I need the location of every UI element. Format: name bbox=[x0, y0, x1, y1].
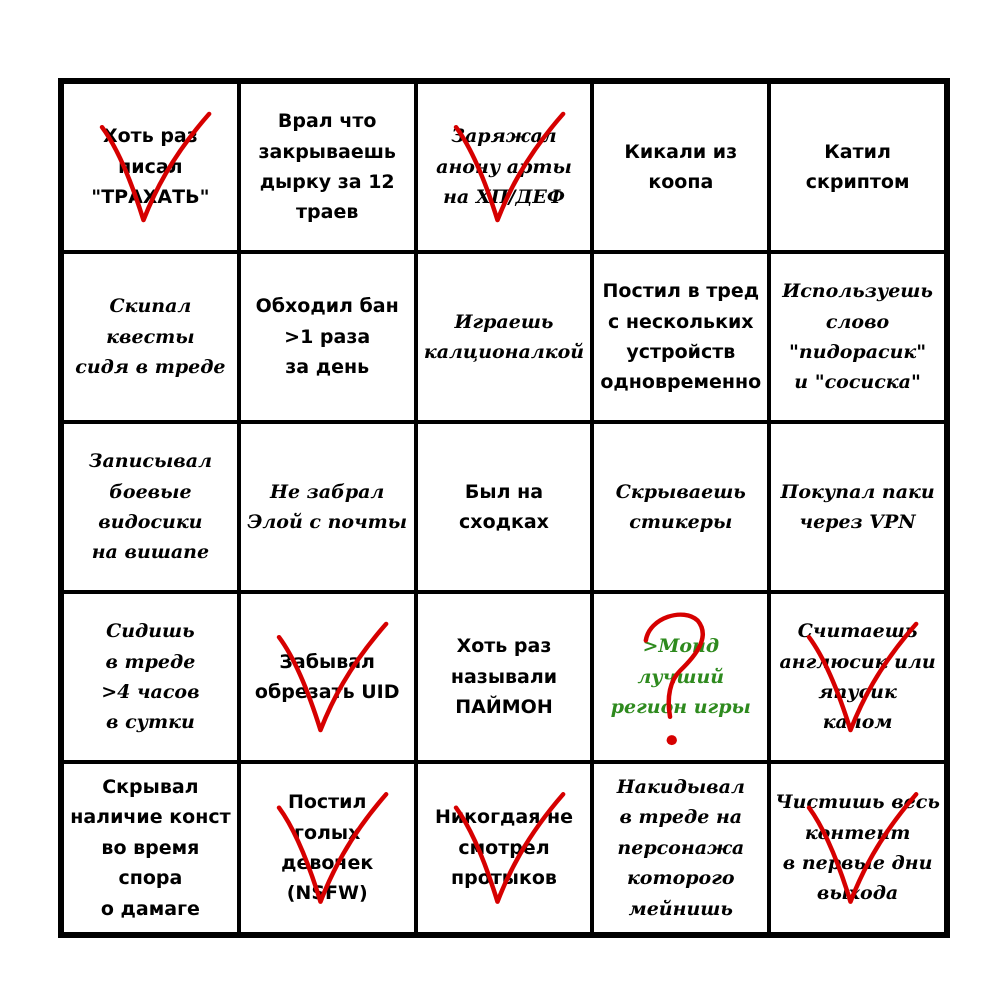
bingo-cell bbox=[239, 422, 416, 592]
bingo-cell-text: Записывал боевые видосики на вишапе bbox=[88, 450, 213, 564]
bingo-cell bbox=[416, 592, 593, 762]
bingo-cell-text: Катил скриптом bbox=[805, 140, 910, 193]
bingo-cell bbox=[416, 762, 593, 934]
bingo-cell bbox=[769, 762, 946, 934]
bingo-cell bbox=[592, 82, 769, 252]
bingo-cell-text: Скрывал наличие конст во время спора о дамаге bbox=[70, 776, 231, 920]
bingo-cell-text: Врал что закрываешь дырку за 12 траев bbox=[258, 110, 396, 224]
bingo-cell bbox=[62, 82, 239, 252]
bingo-cell-text: Постил в тред с нескольких устройств одновременно bbox=[600, 280, 762, 394]
bingo-cell bbox=[239, 82, 416, 252]
bingo-cell bbox=[769, 592, 946, 762]
bingo-cell bbox=[769, 252, 946, 422]
bingo-board bbox=[58, 78, 950, 938]
bingo-cell bbox=[769, 422, 946, 592]
bingo-cell bbox=[62, 762, 239, 934]
bingo-cell-text: >Монд лучший регион игры bbox=[610, 635, 751, 719]
bingo-cell-text: Используешь слово "пидорасик" и "сосиска" bbox=[782, 280, 933, 394]
bingo-cell-text: Сидишь в треде >4 часов в сутки bbox=[101, 620, 200, 734]
bingo-cell bbox=[592, 762, 769, 934]
bingo-cell-text: Не забрал Элой с почты bbox=[247, 480, 408, 534]
bingo-cell-text: Был на сходках bbox=[459, 480, 549, 534]
bingo-cell-text: Хоть раз называли ПАЙМОН bbox=[450, 635, 558, 719]
bingo-cell-text: Хоть раз писал "ТРАХАТЬ" bbox=[91, 125, 210, 209]
bingo-cell-text: Кикали из коопа bbox=[624, 140, 738, 193]
bingo-cell-text: Считаешь англюсик или япусик калом bbox=[779, 620, 936, 734]
bingo-cell bbox=[416, 82, 593, 252]
bingo-cell bbox=[239, 762, 416, 934]
bingo-cell bbox=[62, 422, 239, 592]
bingo-cell-text: Скрываешь стикеры bbox=[615, 480, 746, 534]
bingo-cell-text: Заряжал анону арты на ХП/ДЕФ bbox=[436, 125, 572, 209]
bingo-cell bbox=[239, 252, 416, 422]
bingo-cell bbox=[62, 592, 239, 762]
bingo-cell bbox=[592, 592, 769, 762]
bingo-cell bbox=[769, 82, 946, 252]
bingo-cell-text: Играешь калционалкой bbox=[423, 310, 585, 363]
bingo-cell bbox=[416, 252, 593, 422]
bingo-cell-text: Забывал обрезать UID bbox=[254, 650, 400, 704]
bingo-cell-text: Покупал паки через VPN bbox=[780, 480, 935, 534]
bingo-cell bbox=[416, 422, 593, 592]
bingo-cell bbox=[592, 252, 769, 422]
bingo-cell bbox=[62, 252, 239, 422]
bingo-cell-text: Накидывал в треде на персонажа которого мейнишь bbox=[616, 776, 745, 920]
bingo-cell-text: Чистишь весь контент в первые дни выхода bbox=[775, 791, 940, 905]
bingo-cell-text: Постил голых девочек (NSFW) bbox=[281, 791, 374, 905]
bingo-cell-text: Никогдая не смотрел протыков bbox=[434, 806, 574, 890]
bingo-cell bbox=[592, 422, 769, 592]
bingo-cell-text: Обходил бан >1 раза за день bbox=[255, 295, 399, 379]
bingo-cell bbox=[239, 592, 416, 762]
bingo-cell-text: Скипал квесты сидя в треде bbox=[75, 295, 226, 379]
